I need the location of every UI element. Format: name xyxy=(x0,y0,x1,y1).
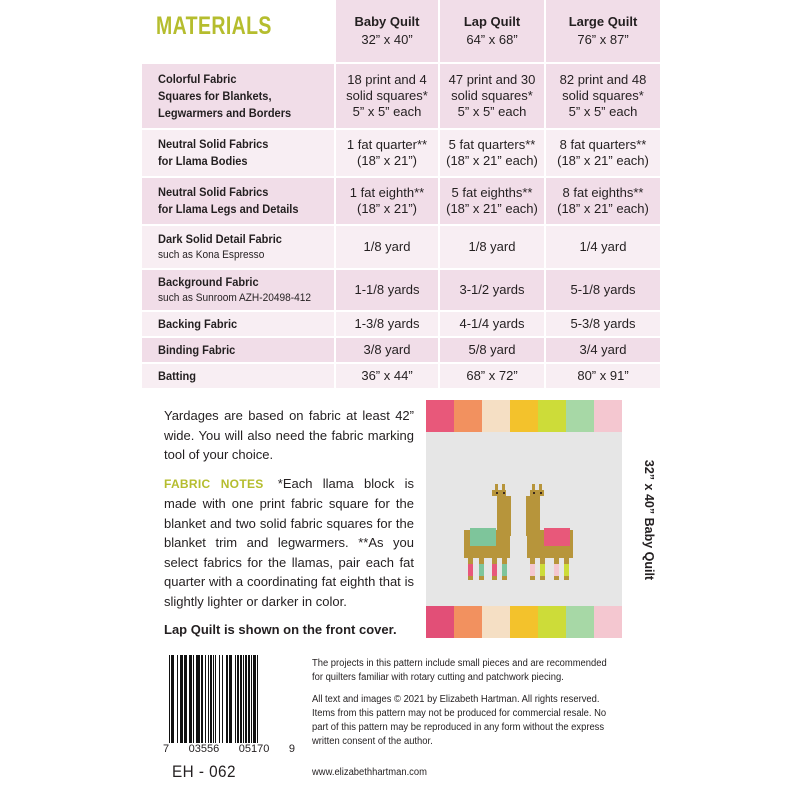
cell-line: 5” x 5” each xyxy=(352,104,422,119)
row-label-line: Dark Solid Detail Fabric xyxy=(158,232,282,246)
column-name: Lap Quilt xyxy=(463,14,521,29)
table-cell xyxy=(336,364,438,388)
table-cell xyxy=(546,364,660,388)
row-label-line: Neutral Solid Fabrics xyxy=(158,137,269,151)
fabric-notes xyxy=(164,474,414,612)
color-square xyxy=(594,606,622,638)
cell-line: 1-1/8 yards xyxy=(354,282,420,297)
cell-line: 3-1/2 yards xyxy=(459,282,525,297)
cell-line: 3/4 yard xyxy=(579,342,627,357)
table-row xyxy=(142,338,660,362)
barcode-digit-group: 9 xyxy=(288,743,295,755)
cell-line: (18” x 21”) xyxy=(357,153,417,168)
column-size: 32” x 40” xyxy=(361,32,413,47)
materials-table xyxy=(142,0,660,388)
cell-line: 47 print and 30 xyxy=(448,72,536,87)
color-square xyxy=(454,606,482,638)
cell-line: solid squares* xyxy=(451,88,533,103)
bottom-border-strip xyxy=(426,606,622,638)
column-name: Baby Quilt xyxy=(354,14,420,29)
cell-line: 68” x 72” xyxy=(466,368,518,383)
cell-line: 5/8 yard xyxy=(468,342,516,357)
fabric-notes-text: *Each llama block is made with one print fabric square for the blanket and two solid fabric squares for the blanket trim and legwarmers. **As you select fabrics for the llamas, pair each fat quarter with a coordinating fat eighth that is slightly lighter or darker in color. xyxy=(164,475,414,609)
table-row xyxy=(142,312,660,336)
fine-print xyxy=(312,657,611,757)
table-cell xyxy=(336,64,438,128)
row-label-line: for Llama Bodies xyxy=(158,154,248,168)
color-square xyxy=(566,606,594,638)
barcode-digit-group: 03556 xyxy=(188,743,220,755)
cell-line: 5-1/8 yards xyxy=(570,282,636,297)
row-label-line: Batting xyxy=(158,368,197,383)
cell-line: 1/4 yard xyxy=(579,239,627,254)
baby-quilt-image xyxy=(426,400,622,638)
cell-line: solid squares* xyxy=(562,88,644,103)
column-header-large xyxy=(546,0,660,62)
cell-line: (18” x 21” each) xyxy=(557,201,649,216)
table-cell xyxy=(546,226,660,268)
table-cell xyxy=(440,364,544,388)
row-label-line: Legwarmers and Borders xyxy=(158,105,292,120)
cell-line: 1-3/8 yards xyxy=(354,316,420,331)
yardage-note: Yardages are based on fabric at least 42” wide. You will also need the fabric marking tool of your choice. xyxy=(164,408,414,462)
barcode xyxy=(163,655,295,759)
table-cell xyxy=(336,270,438,310)
row-label-sub: such as Sunroom AZH-20498-412 xyxy=(158,292,312,304)
table-row xyxy=(142,226,660,268)
column-header-baby xyxy=(336,0,438,62)
cell-line: 8 fat eighths** xyxy=(562,185,644,200)
cell-line: solid squares* xyxy=(346,88,428,103)
cell-line: 5-3/8 yards xyxy=(570,316,636,331)
table-cell xyxy=(546,338,660,362)
color-square xyxy=(538,606,566,638)
table-cell xyxy=(440,130,544,176)
row-label xyxy=(142,364,334,388)
row-label-line: Backing Fabric xyxy=(158,316,238,331)
table-row xyxy=(142,130,660,176)
table-cell xyxy=(440,338,544,362)
cell-line: 5 fat quarters** xyxy=(448,137,536,152)
cell-line: 8 fat quarters** xyxy=(559,137,647,152)
barcode-digit-group: 05170 xyxy=(238,743,270,755)
table-cell xyxy=(440,64,544,128)
website-link[interactable]: www.elizabethhartman.com xyxy=(312,767,427,778)
fabric-notes-label: FABRIC NOTES xyxy=(164,476,264,491)
cell-line: (18” x 21”) xyxy=(357,201,417,216)
cell-line: (18” x 21” each) xyxy=(446,153,538,168)
row-label xyxy=(142,338,334,362)
table-cell xyxy=(546,178,660,224)
row-label xyxy=(142,64,334,128)
color-square xyxy=(482,606,510,638)
barcode-digits xyxy=(163,743,295,755)
row-label-line: Colorful Fabric xyxy=(158,71,237,86)
column-size: 64” x 68” xyxy=(466,32,518,47)
row-label-line: Binding Fabric xyxy=(158,342,236,357)
row-label-line: for Llama Legs and Details xyxy=(158,202,299,216)
llama-left xyxy=(464,484,511,580)
cell-line: 1/8 yard xyxy=(468,239,516,254)
notes-block xyxy=(164,406,414,649)
materials-title: MATERIALS xyxy=(156,12,272,40)
column-name: Large Quilt xyxy=(568,14,638,29)
row-label xyxy=(142,130,334,176)
quilt-caption xyxy=(640,400,658,640)
cell-line: 82 print and 48 xyxy=(559,72,647,87)
cover-note: Lap Quilt is shown on the front cover. xyxy=(164,622,397,637)
cell-line: (18” x 21” each) xyxy=(446,201,538,216)
table-row xyxy=(142,270,660,310)
copyright-note: All text and images © 2021 by Elizabeth Hartman. All rights reserved. Items from this pattern may not be produced for commercial resale. No part of this pattern may be reproduced in any form without the express written consent of the author. xyxy=(312,694,607,747)
cell-line: 18 print and 4 xyxy=(347,72,427,87)
llama-illustration xyxy=(426,400,622,638)
cell-line: 1 fat quarter** xyxy=(346,137,428,152)
table-cell xyxy=(336,338,438,362)
table-cell xyxy=(336,226,438,268)
table-cell xyxy=(336,312,438,336)
cell-line: 4-1/4 yards xyxy=(459,316,525,331)
table-cell xyxy=(336,130,438,176)
pattern-sku: EH - 062 xyxy=(172,762,236,781)
quilt-caption-text: 32” x 40” Baby Quilt xyxy=(642,459,656,581)
row-label xyxy=(142,312,334,336)
cell-line: 1/8 yard xyxy=(363,239,411,254)
cell-line: (18” x 21” each) xyxy=(557,153,649,168)
table-cell xyxy=(546,270,660,310)
row-label xyxy=(142,270,334,310)
table-cell xyxy=(546,130,660,176)
table-cell xyxy=(440,178,544,224)
column-size: 76” x 87” xyxy=(577,32,629,47)
cell-line: 5 fat eighths** xyxy=(451,185,533,200)
cell-line: 3/8 yard xyxy=(363,342,411,357)
table-cell xyxy=(546,312,660,336)
row-label xyxy=(142,178,334,224)
cell-line: 5” x 5” each xyxy=(457,104,527,119)
color-square xyxy=(426,606,454,638)
barcode-bars xyxy=(169,655,289,743)
color-square xyxy=(510,606,538,638)
table-cell xyxy=(546,64,660,128)
row-label-line: Background Fabric xyxy=(158,275,259,289)
barcode-digit-group: 7 xyxy=(163,743,170,755)
table-cell xyxy=(336,178,438,224)
row-label-sub: such as Kona Espresso xyxy=(158,249,265,261)
table-cell xyxy=(440,312,544,336)
table-row xyxy=(142,178,660,224)
table-row xyxy=(142,64,660,128)
table-cell xyxy=(440,226,544,268)
cell-line: 5” x 5” each xyxy=(568,104,638,119)
table-cell xyxy=(440,270,544,310)
row-label-line: Squares for Blankets, xyxy=(158,88,272,103)
llama-right xyxy=(526,484,573,580)
cell-line: 36” x 44” xyxy=(361,368,413,383)
cell-line: 80” x 91” xyxy=(577,368,629,383)
skill-note: The projects in this pattern include small pieces and are recommended for quilters familiar with rotary cutting and patchwork piecing. xyxy=(312,658,607,683)
cell-line: 1 fat eighth** xyxy=(349,185,425,200)
table-row xyxy=(142,364,660,388)
row-label-line: Neutral Solid Fabrics xyxy=(158,185,269,199)
row-label xyxy=(142,226,334,268)
column-header-lap xyxy=(440,0,544,62)
